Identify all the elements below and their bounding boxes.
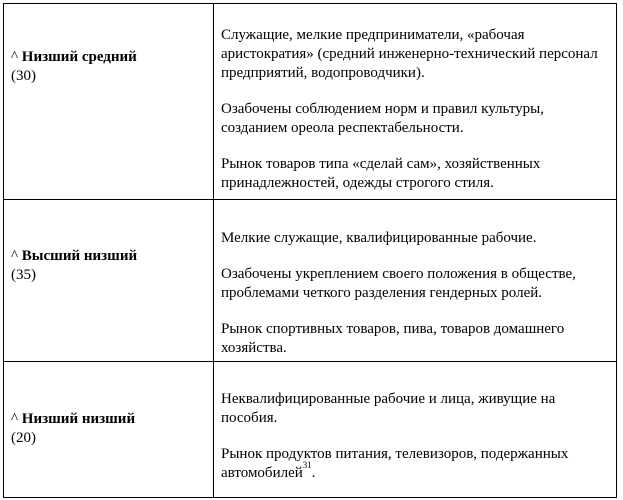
class-name: Высший низший <box>21 248 138 264</box>
class-table <box>3 3 617 498</box>
description-paragraph: Рынок спортивных товаров, пива, товаров домашнего хозяйства. <box>221 321 565 356</box>
class-name: Низший средний <box>21 49 137 65</box>
caret-mark: ^ <box>11 248 19 264</box>
footnote-marker: 31 <box>302 460 312 470</box>
class-description-cell <box>221 26 611 193</box>
description-paragraph: Мелкие служащие, квалифицированные рабочие. <box>221 230 537 246</box>
table-row <box>4 200 616 361</box>
class-label-cell <box>11 410 206 448</box>
description-paragraph: Озабочены укреплением своего положения в обществе, проблемами четкого разделения гендерных ролей. <box>221 266 576 301</box>
description-paragraph: Озабочены соблюдением норм и правил культуры, созданием ореола респектабельности. <box>221 101 545 136</box>
class-label-cell <box>11 247 206 285</box>
description-paragraph: Рынок товаров типа «сделай сам», хозяйственных принадлежностей, одежды строгого стиля. <box>221 156 541 191</box>
caret-mark: ^ <box>11 49 19 65</box>
class-label-cell <box>11 48 206 86</box>
class-description-cell <box>221 390 611 483</box>
table-row <box>4 362 616 496</box>
class-share: (20) <box>11 430 36 446</box>
class-share: (30) <box>11 68 36 84</box>
description-paragraph <box>221 445 611 483</box>
class-name: Низший низший <box>21 411 136 427</box>
caret-mark: ^ <box>11 411 19 427</box>
description-paragraph: Неквалифицированные рабочие и лица, живущие на пособия. <box>221 391 556 426</box>
class-description-cell <box>221 229 611 358</box>
trailing-punctuation: . <box>311 465 316 481</box>
class-share: (35) <box>11 267 36 283</box>
description-text: Рынок продуктов питания, телевизоров, подержанных автомобилей <box>221 446 569 481</box>
table-row <box>4 4 616 199</box>
description-paragraph: Служащие, мелкие предприниматели, «рабочая аристократия» (средний инженерно-технический персонал предприятий, водопроводчики). <box>221 27 598 81</box>
